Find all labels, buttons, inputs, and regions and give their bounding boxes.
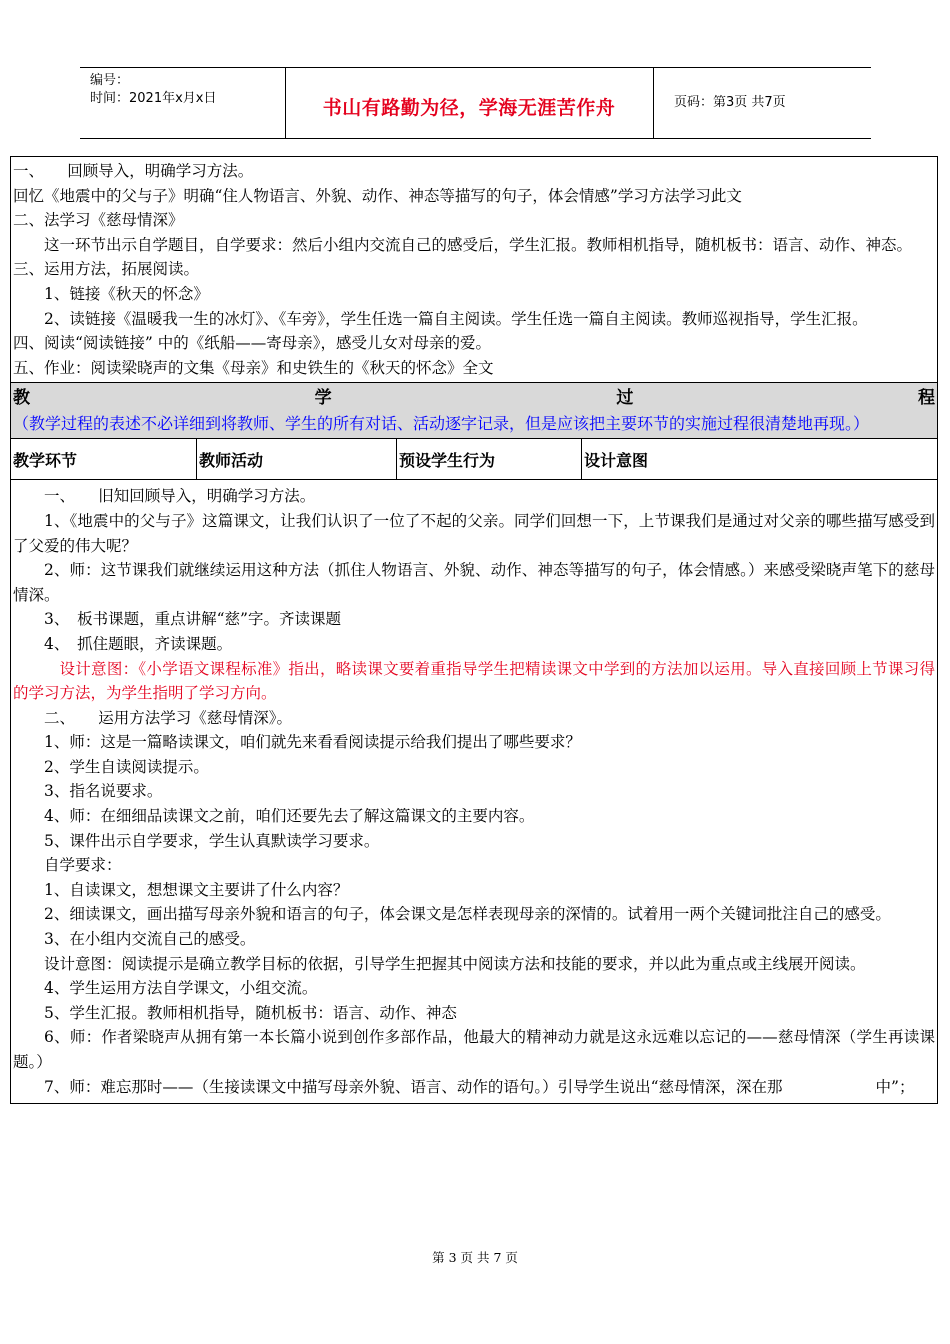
- body-line: 7、师：难忘那时——（生接读课文中描写母亲外貌、语言、动作的语句。）引导学生说出“慈母情深，深在那 中”；: [44, 1077, 915, 1096]
- body-line: 4、师：在细细品读课文之前，咱们还要先去了解这篇课文的主要内容。: [44, 807, 535, 826]
- design-intent: 设计意图：《小学语文课程标准》指出，略读课文要着重指导学生把精读课文中学到的方法加以运用。导入直接回顾上节课习得的学习方法，为学生指明了学习方向。: [13, 659, 935, 703]
- column-header: 设计意图: [584, 450, 649, 470]
- process-body: [11, 480, 937, 1103]
- body-line: 一、 旧知回顾导入，明确学习方法。: [44, 487, 316, 506]
- body-line: 自学要求：: [44, 856, 122, 875]
- body-line: 5、学生汇报。教师相机指导，随机板书：语言、动作、神态: [44, 1003, 457, 1022]
- number-label: 编号：: [90, 73, 130, 88]
- overview-line: 这一环节出示自学题目，自学要求：然后小组内交流自己的感受后，学生汇报。教师相机指导，随机板书：语言、动作、神态。: [44, 235, 913, 254]
- overview-line: 1、链接《秋天的怀念》: [44, 284, 209, 303]
- overview-section: [11, 157, 937, 383]
- overview-line: 2、读链接《温暖我一生的冰灯》、《车旁》，学生任选一篇自主阅读。学生任选一篇自主阅读。教师巡视指导，学生汇报。: [44, 309, 868, 328]
- body-line: 3、 板书课题，重点讲解“慈”字。齐读课题: [44, 610, 341, 629]
- process-note: （教学过程的表述不必详细到将教师、学生的所有对话、活动逐字记录，但是应该把主要环节的实施过程很清楚地再现。）: [13, 414, 870, 434]
- overview-line: 四、阅读“阅读链接” 中的《纸船——寄母亲》，感受儿女对母亲的爱。: [13, 334, 492, 353]
- body-line: 1、自读课文，想想课文主要讲了什么内容？: [44, 880, 349, 899]
- header-motto-cell: [285, 68, 654, 138]
- column-header: 教师活动: [197, 439, 397, 479]
- design-intent: 设计意图：阅读提示是确立教学目标的依据，引导学生把握其中阅读方法和技能的要求，并以此为重点或主线展开阅读。: [44, 954, 866, 973]
- column-header: 预设学生行为: [397, 439, 582, 479]
- overview-line: 二、法学习《慈母情深》: [13, 211, 184, 230]
- overview-line: 回忆《地震中的父与子》明确“住人物语言、外貌、动作、神态等描写的句子，体会情感”学习方法学习此文: [13, 186, 742, 205]
- overview-line: 三、运用方法，拓展阅读。: [13, 260, 200, 279]
- body-line: 6、师：作者梁晓声从拥有第一本长篇小说到创作多部作品，他最大的精神动力就是这永远难以忘记的——慈母情深（学生再读课题。）: [13, 1028, 935, 1071]
- process-section: [11, 383, 937, 439]
- body-line: 5、课件出示自学要求，学生认真默读学习要求。: [44, 831, 380, 850]
- overview-line: 五、作业：阅读梁晓声的文集《母亲》和史铁生的《秋天的怀念》全文: [13, 358, 494, 377]
- page-code: 页码：第3页 共7页: [674, 95, 786, 110]
- body-line: 4、学生运用方法自学课文，小组交流。: [44, 979, 318, 998]
- overview-line: 一、 回顾导入，明确学习方法。: [13, 162, 254, 180]
- body-line: 二、 运用方法学习《慈母情深》。: [44, 708, 293, 727]
- time-label: 时间：2021年x月x日: [90, 91, 217, 106]
- body-line: 3、指名说要求。: [44, 782, 163, 801]
- column-header: 教学环节: [11, 439, 197, 479]
- page-header: [80, 67, 871, 139]
- body-line: 1、《地震中的父与子》这篇课文，让我们认识了一位了不起的父亲。同学们回想一下，上节课我们是通过对父亲的哪些描写感受到了父爱的伟大呢？: [13, 511, 935, 555]
- header-page-cell: [664, 68, 871, 138]
- process-title: 教学过程: [13, 388, 935, 409]
- body-line: 3、在小组内交流自己的感受。: [44, 930, 256, 949]
- page-footer: 第 3 页 共 7 页: [432, 1250, 518, 1265]
- lesson-table: [10, 156, 938, 1104]
- body-line: 4、 抓住题眼，齐读课题。: [44, 634, 233, 653]
- body-line: 2、师：这节课我们就继续运用这种方法（抓住人物语言、外貌、动作、神态等描写的句子，体会情感。）来感受梁晓声笔下的慈母情深。: [13, 561, 935, 604]
- header-meta: [80, 68, 286, 138]
- motto: 书山有路勤为径，学海无涯苦作舟: [322, 96, 616, 119]
- body-line: 2、细读课文，画出描写母亲外貌和语言的句子，体会课文是怎样表现母亲的深情的。试着用一两个关键词批注自己的感受。: [44, 905, 891, 924]
- body-line: 1、师：这是一篇略读课文，咱们就先来看看阅读提示给我们提出了哪些要求？: [44, 733, 581, 752]
- process-heading: [11, 385, 937, 436]
- body-line: 2、学生自读阅读提示。: [44, 757, 209, 776]
- column-header-row: [11, 439, 937, 480]
